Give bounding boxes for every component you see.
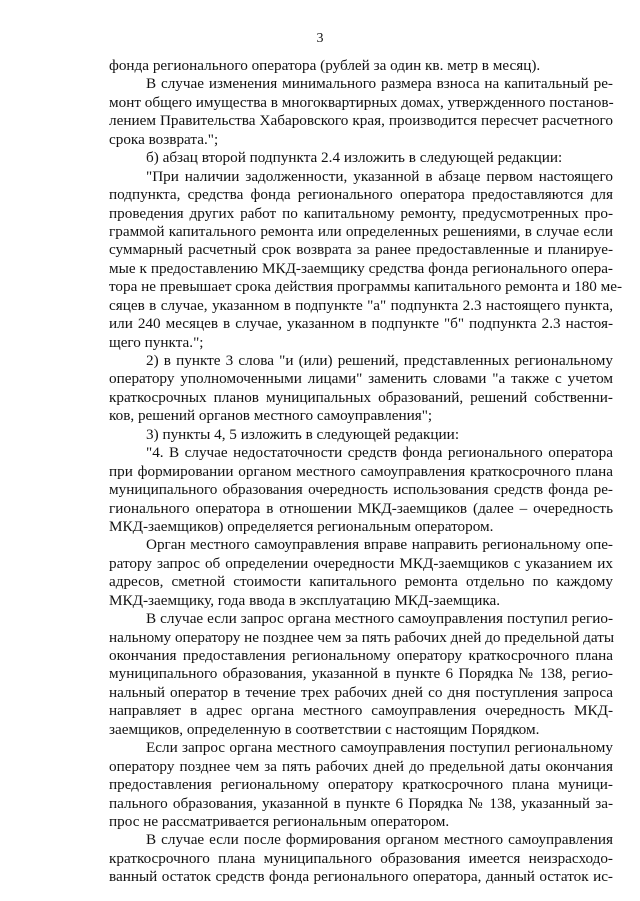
document-body — [109, 57, 623, 887]
text-line: МКД-заемщиков) определяется региональным оператором. — [109, 517, 494, 535]
text-line: 3) пункты 4, 5 изложить в следующей редакции: — [146, 425, 460, 443]
text-line: Если запрос органа местного самоуправления поступил региональному — [146, 739, 613, 757]
text-line: В случае если запрос органа местного самоуправления поступил регио- — [146, 610, 613, 628]
text-line: окончания предоставления региональному оператору краткосрочного плана — [109, 647, 613, 664]
text-line: фонда регионального оператора (рублей за один кв. метр в месяц). — [109, 57, 541, 74]
text-line: граммой капитального ремонта или определенных решениями, в случае если — [109, 222, 613, 240]
text-line: адресов, сметной стоимости капитального ремонта отдельно по каждому — [109, 573, 613, 591]
text-line: срока возврата."; — [109, 130, 219, 148]
text-line: лением Правительства Хабаровского края, производится пересчет расчетного — [109, 112, 613, 130]
text-line: гионального оператора в отношении МКД-заемщиков (далее – очередность — [109, 499, 613, 517]
text-line: краткосрочного плана муниципального образования имеется неизрасходо- — [109, 849, 613, 867]
text-line: оператору позднее чем за пять рабочих дней до предельной даты окончания — [109, 757, 613, 775]
text-line: муниципального образования очередность использования средств фонда ре- — [109, 481, 613, 499]
text-line: сяцев в случае, указанном в подпункте "а" подпункта 2.3 настоящего пункта, — [109, 296, 613, 314]
text-line: В случае если после формирования органом местного самоуправления — [146, 831, 613, 849]
text-line: муниципального образования, указанной в пункте 6 Порядка № 138, регио- — [109, 665, 613, 683]
text-line: оператору уполномоченными лицами" заменить словами "а также с учетом — [109, 370, 613, 388]
text-line: мые к предоставлению МКД-заемщику средства фонда регионального опера- — [109, 259, 613, 277]
page-number: 3 — [316, 31, 324, 46]
text-line: при формировании органом местного самоуправления краткосрочного плана — [109, 462, 613, 480]
text-line: проведения других работ по капитальному ремонту, предусмотренных про- — [109, 204, 613, 222]
text-line: нальному оператору не позднее чем за пять рабочих дней до предельной даты — [109, 628, 615, 646]
text-line: подпункта, средства фонда регионального оператора предоставляются для — [109, 186, 613, 204]
text-line: МКД-заемщику, года ввода в эксплуатацию МКД-заемщика. — [109, 591, 501, 609]
text-line: краткосрочных планов муниципальных образований, решений собственни- — [109, 388, 613, 406]
text-line: нальный оператор в течение трех рабочих дней со дня поступления запроса — [109, 683, 613, 701]
text-line: направляет в адрес органа местного самоуправления очередность МКД- — [109, 702, 613, 720]
text-line: ванный остаток средств фонда регионального оператора, данный остаток ис- — [109, 868, 613, 886]
text-line: заемщиков, определенную в соответствии с настоящим Порядком. — [109, 720, 540, 738]
text-line: тора не превышает срока действия программы капитального ремонта и 180 ме- — [109, 278, 623, 296]
text-line: или 240 месяцев в случае, указанном в подпункте "б" подпункта 2.3 настоя- — [109, 315, 613, 333]
text-line: монт общего имущества в многоквартирных домах, утвержденного постанов- — [109, 93, 614, 111]
text-line: "При наличии задолженности, указанной в абзаце первом настоящего — [146, 167, 613, 185]
text-line: ков, решений органов местного самоуправления"; — [109, 407, 433, 425]
text-line: пального образования, указанной в пункте 6 Порядка № 138, указанный за- — [109, 794, 613, 812]
text-line: В случае изменения минимального размера взноса на капитальный ре- — [146, 75, 613, 93]
text-line: б) абзац второй подпункта 2.4 изложить в следующей редакции: — [146, 149, 563, 167]
text-line: предоставления региональному оператору краткосрочного плана муници- — [109, 776, 613, 794]
text-line: прос не рассматривается региональным оператором. — [109, 812, 450, 830]
text-line: 2) в пункте 3 слова "и (или) решений, представленных региональному — [146, 352, 613, 369]
text-line: щего пункта."; — [109, 333, 204, 351]
text-line: Орган местного самоуправления вправе направить региональному опе- — [146, 536, 613, 554]
text-line: "4. В случае недостаточности средств фонда регионального оператора — [146, 444, 613, 462]
text-line: суммарный расчетный срок возврата за ранее предоставленные и планируе- — [109, 241, 613, 259]
text-line: ратору запрос об определении очередности МКД-заемщиков с указанием их — [109, 554, 613, 572]
